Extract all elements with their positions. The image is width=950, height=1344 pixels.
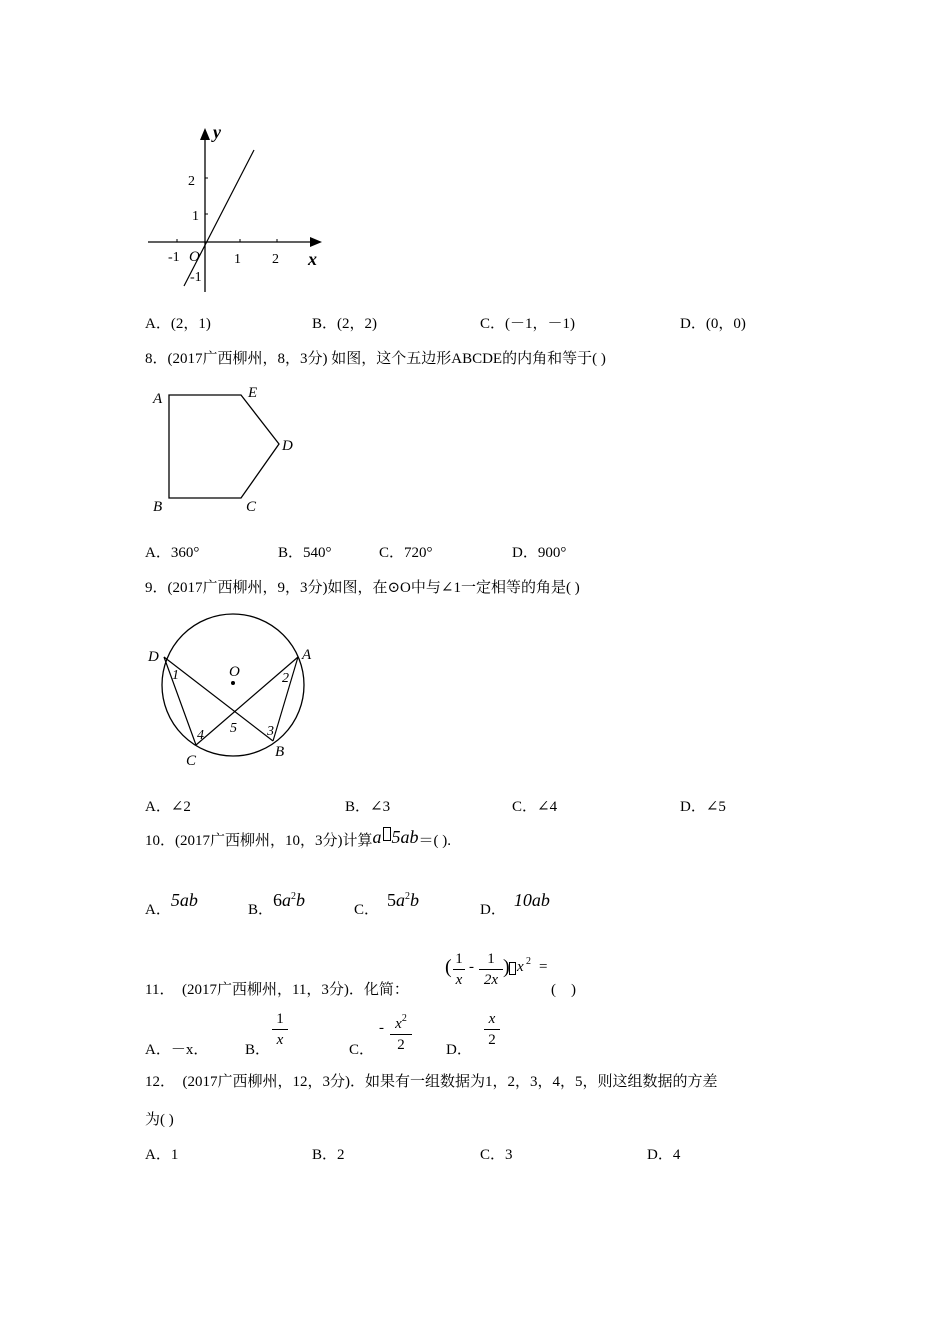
- q11-option-c-num-x: x: [395, 1016, 402, 1032]
- q10-stem-prefix: 10．(2017广西柳州，10，3分)计算: [145, 833, 373, 849]
- vertex-b-label: B: [153, 499, 163, 515]
- q9-option-a[interactable]: A．∠2: [145, 799, 191, 815]
- x-tick-2: 2: [272, 252, 279, 267]
- angle-4-label: 4: [197, 728, 204, 743]
- x-axis-arrow: [310, 237, 322, 247]
- center-point: [231, 681, 235, 685]
- x-tick-1: 1: [234, 252, 241, 267]
- q10-option-d-value: 10ab: [513, 890, 550, 910]
- q12-option-d[interactable]: D．4: [647, 1147, 681, 1163]
- q10-option-c-exp: 2: [405, 891, 411, 902]
- y-tick-2: 2: [188, 174, 195, 189]
- q9-option-d[interactable]: D．∠5: [680, 799, 726, 815]
- q10-option-a-value: 5ab: [170, 890, 198, 910]
- center-o-label: O: [229, 664, 240, 680]
- angle-1-label: 1: [172, 668, 179, 683]
- q11-option-d-fraction[interactable]: [484, 1010, 500, 1049]
- y-tick-neg1: -1: [190, 270, 202, 285]
- q10-option-d[interactable]: [480, 890, 550, 918]
- q11-frac2-num: 1: [487, 951, 495, 967]
- q11-option-b-num: 1: [276, 1011, 284, 1027]
- q11-frac1-den: x: [455, 972, 463, 988]
- origin-label: O: [189, 249, 200, 265]
- q11-exp: 2: [526, 956, 531, 967]
- q11-option-a[interactable]: A．－x．: [145, 1042, 209, 1058]
- q10-option-c-a: a: [396, 890, 406, 910]
- q9-option-b[interactable]: B．∠3: [345, 799, 391, 815]
- linear-function-graph: [140, 120, 340, 300]
- q11-expression: [445, 950, 565, 994]
- q8-option-c[interactable]: C．720°: [379, 545, 433, 561]
- q11-answer-paren: ( ): [551, 982, 576, 998]
- vertex-a-label: A: [153, 391, 163, 407]
- q11-lparen: (: [445, 956, 452, 978]
- q10-option-d-label: D．: [480, 902, 506, 918]
- y-tick-1: 1: [192, 209, 199, 224]
- q9-stem: 9．(2017广西柳州，9，3分)如图，在⊙O中与∠1一定相等的角是( ): [145, 580, 580, 596]
- pentagon-abcde: [169, 395, 279, 498]
- q8-option-b[interactable]: B．540°: [278, 545, 332, 561]
- q11-eq: =: [539, 959, 548, 975]
- q11-option-c-den: 2: [397, 1037, 405, 1053]
- q7-option-c[interactable]: C．(－1，－1): [480, 316, 575, 332]
- q11-option-b-label[interactable]: B．: [245, 1042, 271, 1058]
- q10-option-b-b: b: [296, 890, 306, 910]
- pentagon-figure: [145, 380, 315, 520]
- point-c-label: C: [186, 753, 197, 769]
- q12-option-c[interactable]: C．3: [480, 1147, 513, 1163]
- q10-option-b-label: B．: [248, 902, 274, 918]
- q9-option-c[interactable]: C．∠4: [512, 799, 558, 815]
- q11-option-c-label[interactable]: C．: [349, 1042, 375, 1058]
- q10-expr-box: [383, 827, 391, 841]
- point-a-label: A: [302, 647, 312, 663]
- q11-option-c-fraction[interactable]: [390, 1010, 412, 1054]
- y-axis-label: y: [213, 122, 221, 142]
- q12-stem-line1: 12． (2017广西柳州，12，3分)．如果有一组数据为1，2，3，4，5，则这组数据的方差: [145, 1074, 718, 1090]
- chord-db: [164, 657, 273, 741]
- q11-option-d-label[interactable]: D．: [446, 1042, 472, 1058]
- q10-stem-suffix: ＝( ).: [418, 833, 451, 849]
- point-b-label: B: [275, 744, 285, 760]
- q11-frac2-den: 2x: [483, 972, 499, 988]
- q10-option-b[interactable]: [248, 890, 306, 918]
- chord-ab: [273, 657, 298, 741]
- q10-stem: [145, 829, 451, 850]
- q11-stem: 11． (2017广西柳州，11，3分)．化简：: [145, 982, 409, 998]
- vertex-d-label: D: [282, 438, 293, 454]
- q11-rparen: ): [503, 956, 510, 978]
- q11-x: x: [517, 959, 524, 975]
- q11-option-c-num-exp: 2: [401, 1013, 407, 1024]
- q10-option-c[interactable]: [354, 890, 420, 918]
- q10-option-c-label: C．: [354, 902, 380, 918]
- q11-option-b-fraction[interactable]: [272, 1010, 288, 1049]
- q11-frac-1-over-x: [453, 950, 465, 989]
- q7-option-b[interactable]: B．(2，2): [312, 316, 377, 332]
- vertex-e-label: E: [248, 385, 258, 401]
- q11-option-c-num: [390, 1010, 412, 1033]
- q11-option-c-sign: -: [379, 1020, 384, 1036]
- q12-stem-line2: 为( ): [145, 1112, 174, 1128]
- q7-option-d[interactable]: D．(0，0): [680, 316, 746, 332]
- angle-5-label: 5: [230, 721, 237, 736]
- q10-expr-a: a: [372, 827, 382, 847]
- q8-option-d[interactable]: D．900°: [512, 545, 567, 561]
- q10-option-b-exp: 2: [291, 891, 297, 902]
- q11-box: [509, 962, 516, 975]
- q11-minus: -: [469, 959, 474, 975]
- x-tick-neg1: -1: [168, 250, 180, 265]
- y-axis-arrow: [200, 128, 210, 140]
- x-axis-label: x: [308, 249, 317, 269]
- q8-stem: 8．(2017广西柳州，8，3分) 如图，这个五边形ABCDE的内角和等于( ): [145, 351, 606, 367]
- q8-option-a[interactable]: A．360°: [145, 545, 200, 561]
- point-d-label: D: [148, 649, 159, 665]
- vertex-c-label: C: [246, 499, 257, 515]
- angle-2-label: 2: [282, 671, 289, 686]
- q11-frac1-num: 1: [455, 951, 463, 967]
- q11-frac-1-over-2x: [479, 950, 503, 989]
- angle-3-label: 3: [267, 724, 274, 739]
- q10-option-b-coef: 6: [273, 890, 283, 910]
- q10-option-a-label: A．: [145, 902, 171, 918]
- q11-option-d-den: 2: [488, 1032, 496, 1048]
- q10-option-a[interactable]: [145, 890, 198, 918]
- q12-option-b[interactable]: B．2: [312, 1147, 345, 1163]
- q7-option-a[interactable]: A．(2，1): [145, 316, 211, 332]
- q11-option-b-den: x: [276, 1032, 284, 1048]
- q11-option-d-num: x: [488, 1011, 496, 1027]
- q10-option-c-coef: 5: [387, 890, 397, 910]
- q12-option-a[interactable]: A．1: [145, 1147, 179, 1163]
- circle-figure: [140, 605, 330, 775]
- q10-option-c-b: b: [410, 890, 420, 910]
- q10-expr-rest: 5ab: [391, 827, 419, 847]
- q10-option-b-a: a: [282, 890, 292, 910]
